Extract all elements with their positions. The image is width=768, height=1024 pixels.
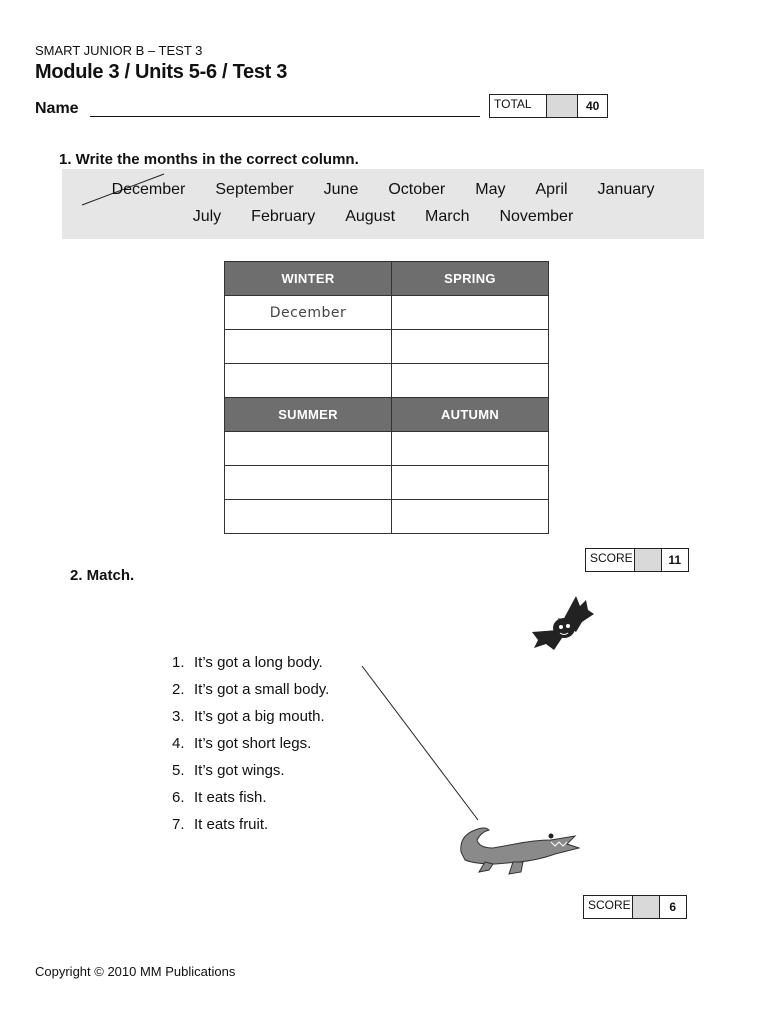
summer-cell[interactable] xyxy=(225,432,392,466)
match-list xyxy=(172,654,329,843)
header-summer: SUMMER xyxy=(225,398,392,432)
list-item: 4. It’s got short legs. xyxy=(172,735,312,752)
word-august: August xyxy=(345,208,396,225)
word-september: September xyxy=(215,181,294,198)
word-january: January xyxy=(597,181,655,198)
header-autumn: AUTUMN xyxy=(392,398,549,432)
season-table xyxy=(224,261,549,534)
autumn-cell[interactable] xyxy=(392,500,549,534)
total-label: TOTAL xyxy=(490,95,547,117)
strike-line xyxy=(80,172,166,208)
word-march: March xyxy=(425,208,470,225)
list-item: 1. It’s got a long body. xyxy=(172,654,323,671)
score-label: SCORE xyxy=(584,896,633,918)
list-item: 7. It eats fruit. xyxy=(172,816,269,833)
score-label: SCORE xyxy=(586,549,635,571)
winter-cell[interactable] xyxy=(225,364,392,398)
autumn-cell[interactable] xyxy=(392,432,549,466)
series-title: SMART JUNIOR B – TEST 3 xyxy=(35,43,203,58)
word-december: December xyxy=(111,181,186,198)
name-label: Name xyxy=(35,100,79,117)
bat-icon xyxy=(528,592,598,654)
list-item: 3. It’s got a big mouth. xyxy=(172,708,325,725)
score-value: 11 xyxy=(668,553,682,567)
name-field[interactable] xyxy=(90,116,480,117)
autumn-cell[interactable] xyxy=(392,466,549,500)
word-april: April xyxy=(535,181,568,198)
word-october: October xyxy=(388,181,446,198)
total-value: 40 xyxy=(585,99,600,113)
spring-cell[interactable] xyxy=(392,296,549,330)
summer-cell[interactable] xyxy=(225,466,392,500)
list-item: 6. It eats fish. xyxy=(172,789,267,806)
score-blank[interactable] xyxy=(635,549,662,571)
copyright: Copyright © 2010 MM Publications xyxy=(35,964,236,979)
spring-cell[interactable] xyxy=(392,364,549,398)
score-box-1 xyxy=(585,548,689,572)
word-may: May xyxy=(475,181,506,198)
word-july: July xyxy=(192,208,222,225)
summer-cell[interactable] xyxy=(225,500,392,534)
winter-cell[interactable] xyxy=(225,330,392,364)
list-item: 5. It’s got wings. xyxy=(172,762,285,779)
score-value: 6 xyxy=(669,900,677,914)
header-spring: SPRING xyxy=(392,262,549,296)
page-title: Module 3 / Units 5-6 / Test 3 xyxy=(35,61,288,83)
list-item: 2. It’s got a small body. xyxy=(172,681,330,698)
winter-cell[interactable] xyxy=(225,296,392,330)
example-answer: December xyxy=(269,305,347,321)
score-blank[interactable] xyxy=(633,896,660,918)
exercise-1-instruction: 1. Write the months in the correct column. xyxy=(59,151,359,168)
total-box xyxy=(489,94,608,118)
crocodile-icon xyxy=(455,818,580,876)
header-winter: WINTER xyxy=(225,262,392,296)
exercise-2-instruction: 2. Match. xyxy=(70,567,135,584)
word-june: June xyxy=(323,181,359,198)
total-blank[interactable] xyxy=(547,95,579,117)
score-box-2 xyxy=(583,895,687,919)
spring-cell[interactable] xyxy=(392,330,549,364)
word-november: November xyxy=(499,208,574,225)
word-february: February xyxy=(251,208,316,225)
match-line xyxy=(360,664,482,824)
